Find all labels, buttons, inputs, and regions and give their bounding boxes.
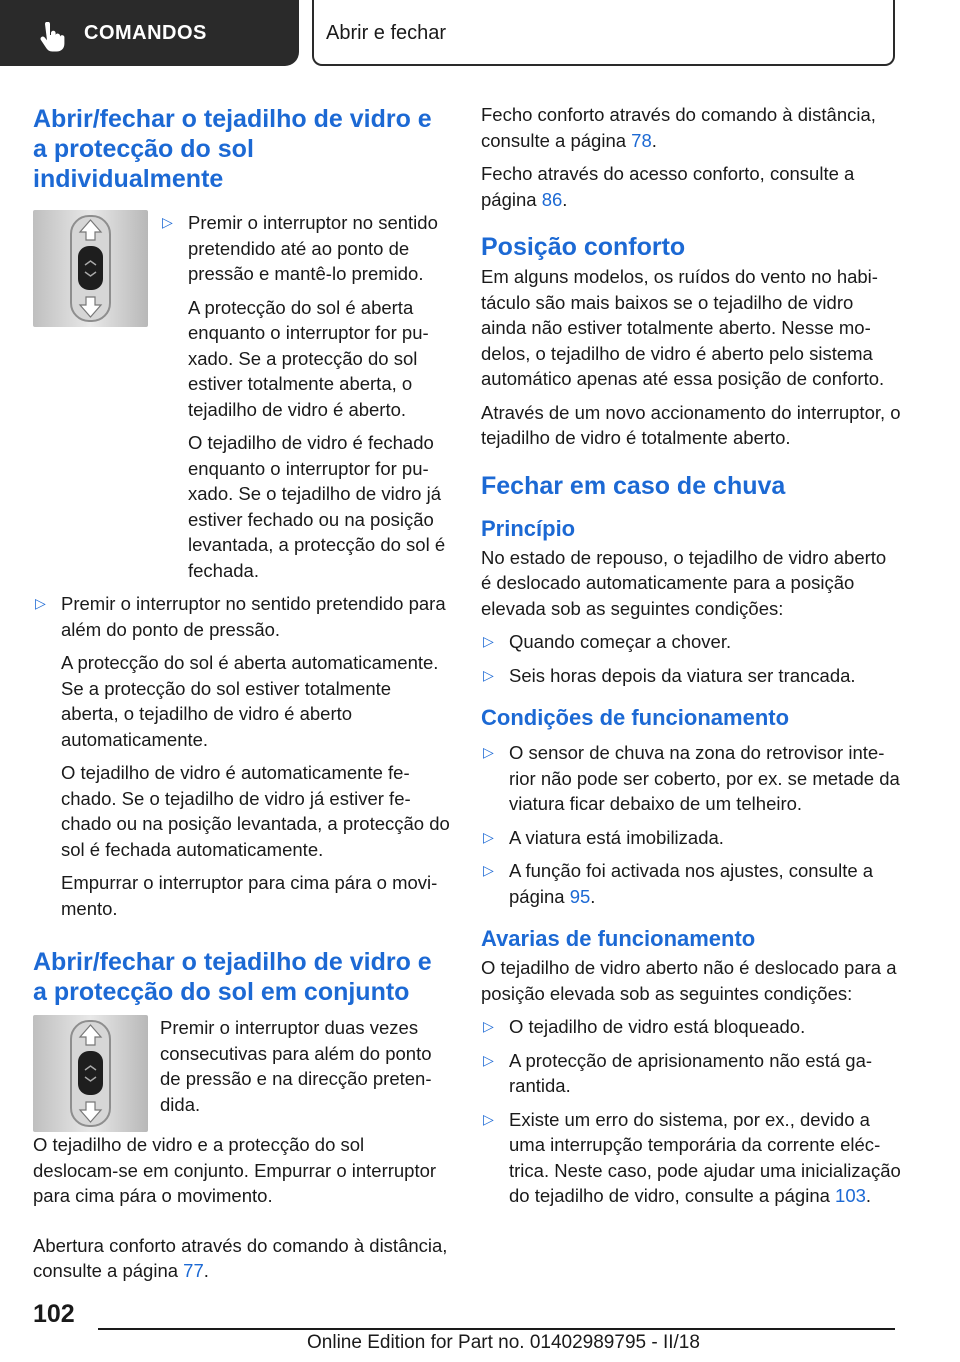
bullet-marker-icon: ▷ — [483, 666, 494, 683]
bullet-marker-icon: ▷ — [162, 214, 173, 230]
paragraph: O tejadilho de vidro aberto não é deslocado para a posição elevada sob as seguintes condições: — [481, 957, 897, 1004]
page-header — [0, 0, 960, 66]
topic-title: Abrir e fechar — [326, 22, 447, 44]
page-link-86[interactable]: 86 — [541, 188, 563, 210]
pointing-hand-icon — [36, 22, 66, 52]
bullet-marker-icon: ▷ — [483, 1110, 494, 1127]
paragraph: Fecho conforto através do comando à distância, consulte a página 78. — [481, 104, 876, 151]
roof-switch-illustration — [33, 1015, 148, 1132]
paragraph: Em alguns modelos, os ruídos do vento no habitáculo são mais baixos se o tejadilho de vidro ainda não estiver totalmente aberto. Nesse modelos, o tejadilho de vidro é aberto pelo sistema automático apenas até essa posição de conforto. — [481, 266, 885, 389]
paragraph: Premir o interruptor no sentido pretendido para além do ponto de pressão. — [61, 593, 446, 640]
footer-divider — [98, 1328, 895, 1330]
paragraph: O tejadilho de vidro é fechado enquanto o interruptor for puxado. Se o tejadilho de vidro já estiver fechado ou na posição levantada, a protecção do sol é fechada. — [188, 432, 446, 581]
roof-switch-illustration — [33, 210, 148, 327]
bullet-marker-icon: ▷ — [483, 744, 494, 760]
list-item: ▷ O tejadilho de vidro está bloqueado. — [481, 1014, 901, 1040]
paragraph: Fecho através do acesso conforto, consulte a página 86. — [481, 163, 855, 210]
topic-tab — [312, 0, 895, 66]
list-item: ▷ Seis horas depois da viatura ser trancada. — [481, 663, 901, 689]
bullet-marker-icon: ▷ — [35, 595, 46, 611]
heading-fechar-chuva: Fechar em caso de chuva — [481, 471, 786, 500]
page-link-77[interactable]: 77 — [183, 1260, 204, 1281]
heading-conjunto: Abrir/fechar o tejadilho de vidro e a protecção do sol em conjunto — [33, 948, 432, 1006]
bullet-marker-icon: ▷ — [483, 1051, 494, 1068]
edition-note: Online Edition for Part no. 01402989795 - II/18 — [307, 1332, 700, 1353]
paragraph: Empurrar o interruptor para cima pára o movimento. — [61, 872, 438, 919]
list-item: ▷ O sensor de chuva na zona do retrovisor interior não pode ser coberto, por ex. se metade da viatura ficar debaixo de um telheiro. — [483, 742, 900, 814]
paragraph: Premir o interruptor duas vezes consecutivas para além do ponto de pressão e na direcção pretendida. — [160, 1017, 432, 1115]
heading-condicoes: Condições de funcionamento — [481, 705, 790, 730]
bullet-marker-icon: ▷ — [483, 828, 494, 845]
paragraph: No estado de repouso, o tejadilho de vidro aberto é deslocado automaticamente para a posição elevada sob as seguintes condições: — [481, 546, 887, 619]
heading-posicao-conforto: Posição conforto — [481, 233, 686, 261]
conjunto-block — [33, 1015, 451, 1132]
paragraph: O tejadilho de vidro é automaticamente fechado. Se o tejadilho de vidro já estiver fechado ou na posição levantada, a protecção do sol é fechada automaticamente. — [61, 762, 450, 860]
paragraph: A protecção do sol é aberta enquanto o interruptor for puxado. Se a protecção do sol estiver totalmente aberta, o tejadilho de vidro é aberto. — [188, 296, 429, 420]
bullet-marker-icon: ▷ — [483, 862, 494, 878]
page-link-78[interactable]: 78 — [631, 129, 652, 151]
list-item: ▷ A protecção de aprisionamento não está garantida. — [483, 1049, 873, 1096]
list-item — [160, 210, 451, 583]
heading-avarias: Avarias de funcionamento — [481, 926, 756, 951]
list-item: ▷ Existe um erro do sistema, por ex., devido a uma interrupção temporária da corrente eléctrica. Neste caso, pode ajudar uma inicialização do tejadilho de vidro, consulte a página 103. — [483, 1108, 901, 1206]
heading-principio: Princípio — [481, 515, 576, 541]
section-tab — [0, 0, 299, 66]
paragraph: Premir o interruptor no sentido pretendido até ao ponto de pressão e mantê-lo premido. — [188, 212, 438, 284]
section-title: COMANDOS — [84, 22, 207, 44]
page-link-95[interactable]: 95 — [569, 885, 591, 907]
left-column — [33, 104, 451, 1292]
paragraph: Através de um novo accionamento do interruptor, o tejadilho de vidro é totalmente aberto. — [481, 401, 901, 448]
list-item — [33, 591, 451, 921]
individual-block — [33, 210, 451, 591]
paragraph: O tejadilho de vidro e a protecção do sol deslocam-se em conjunto. Empurrar o interruptor para cima pára o movimento. — [33, 1134, 437, 1206]
paragraph: Abertura conforto através do comando à distância, consulte a página 77. — [33, 1234, 448, 1281]
bullet-marker-icon: ▷ — [483, 1018, 494, 1034]
bullet-marker-icon: ▷ — [483, 633, 494, 649]
list-item: ▷ A função foi activada nos ajustes, consulte a página 95. — [483, 860, 874, 907]
right-column — [481, 102, 901, 1217]
page-link-103[interactable]: 103 — [835, 1185, 866, 1206]
heading-individual: Abrir/fechar o tejadilho de vidro e a protecção do sol individualmente — [33, 105, 432, 193]
paragraph: A protecção do sol é aberta automaticamente. Se a protecção do sol estiver totalmente aberta, o tejadilho de vidro é aberto automaticamente. — [61, 652, 439, 750]
list-item: ▷ Quando começar a chover. — [481, 629, 901, 655]
list-item: ▷ A viatura está imobilizada. — [481, 825, 901, 851]
page-number: 102 — [33, 1300, 75, 1328]
